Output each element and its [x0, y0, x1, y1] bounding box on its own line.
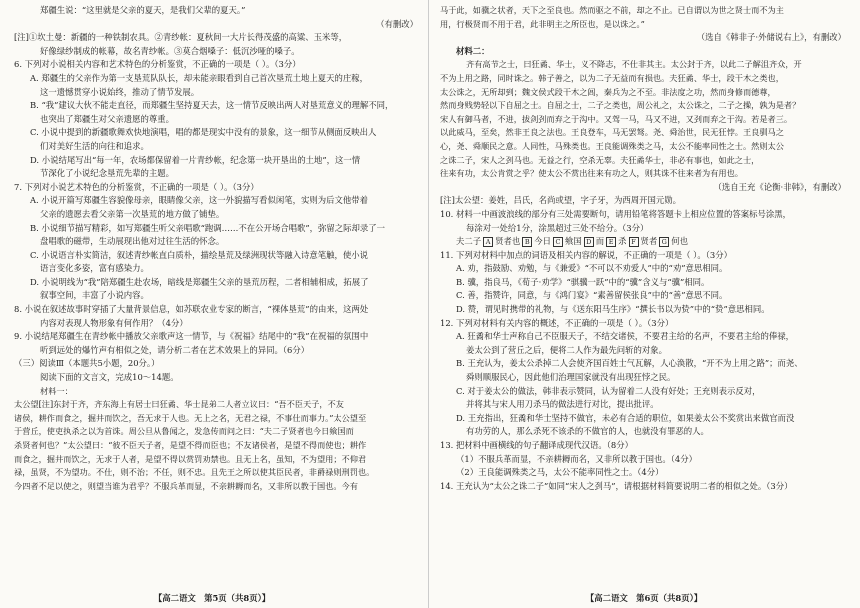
right-text-line: D. 赞，谓见时携带的礼物，与《送东阳马生序》“撰长书以为贽”中的“贽”意思相同。: [456, 304, 770, 315]
left-text-line: 内容对表现人物形象有何作用？（4分）: [40, 317, 188, 328]
right-text-column: [440, 4, 846, 493]
right-text-line: A. 劝，指鼓励、劝勉，与《兼爱》“不可以不劝爱人”中的“劝”意思相同。: [456, 263, 728, 274]
right-text-line: 用，行极贤而不用于君，此非明主之所臣也，是以诛之。”: [440, 18, 645, 29]
right-text-line: 往来有功，太公肯赏之乎？使太公不赏出往来有功之人，则其诛不往来者为有用也。: [440, 168, 743, 179]
right-text-line: [注]太公望：姜姓，吕氏，名尚或望，字子牙，为西周开国元勋。: [440, 195, 682, 206]
right-text-line: B. 王充认为，姜太公杀掉二人会使齐国百姓士气瓦解，人心涣散，“开不为上用之路”；而尧、: [456, 358, 803, 369]
right-text-line: （选自王充《论衡·非韩》，有删改）: [713, 181, 846, 192]
left-text-line: 材料一：: [40, 385, 73, 396]
right-text-line: 马于此，如骥之状者，天下之至良也。然而驱之不前，却之不止。已自谓以为世之贤士而不为主: [440, 5, 784, 15]
q10-segment: 杀: [618, 236, 627, 247]
right-text-line: 太公诛之，无所却到；魏文侯式段干木之闾，秦兵为之不至。非法度之功，然而身修而德尊，: [440, 86, 776, 97]
left-text-column: [14, 4, 418, 493]
left-text-line: [注]①坎土曼：新疆的一种铁制农具。②青纱帐：夏秋间一大片长得茂盛的高粱、玉米等，: [14, 32, 348, 43]
right-text-line: 舜则顺服民心，因此他们治理国家就没有出现狂悖之民。: [466, 372, 676, 383]
q10-box[interactable]: C: [553, 237, 563, 247]
q10-box[interactable]: F: [629, 237, 639, 247]
right-text-line: 14. 王充认为“太公之诛二子”如同“宋人之刭马”，请根据材料简要说明二者的相似之处。（3分）: [440, 480, 793, 491]
q10-segment: 飨国: [565, 236, 582, 247]
right-text-line: 之诛二子，宋人之刭马也。无益之行，空杀无辜。夫狂矞华士，非必有事也，如此之士，: [440, 154, 760, 165]
left-page-footer: 【高二语文 第5页（共8页）】: [153, 593, 271, 603]
right-page-footer: 【高二语文 第6页（共8页）】: [585, 593, 703, 603]
right-text-line: 每涂对一处给1分，涂黑超过三处不给分。（3分）: [466, 222, 649, 233]
right-text-line: （2）王良能调殊类之马，太公不能率同性之士。（4分）: [456, 467, 664, 478]
right-text-line: D. 王充指出，狂矞和华士坚持不做官，未必有合适的职位，如果姜太公不奖赏出来做官而没: [456, 412, 795, 423]
left-text-line: C. 小说语言朴实简洁，叙述青纱帐直白质朴，描绘垦荒及绿洲现状等融入诗意笔触，使小说: [30, 249, 369, 260]
q10-segment: 贤者也: [495, 236, 521, 247]
left-text-line: 禄，虽贤，不为望功。不仕，则不治；不任，则不忠。且先王之所以使其臣民者，非爵禄则刑罚也。: [14, 467, 375, 478]
left-text-line: 太公望[注]东封于齐，齐东海上有居士曰狂矞、华士昆弟二人者立议曰：“吾不臣天子，不友: [14, 399, 344, 410]
left-text-line: （有删改）: [376, 18, 418, 29]
right-text-line: （1）不服兵革而显，不亲耕耨而名，又非所以教于国也。（4分）: [456, 453, 697, 464]
left-text-line: 盘唱歌的磁带，生动展现出他对过往生活的怀念。: [40, 236, 225, 247]
q10-box[interactable]: A: [483, 237, 493, 247]
q10-box[interactable]: D: [584, 237, 594, 247]
left-text-line: 9. 小说结尾郑疆生在青纱帐中播放父亲歌声这一情节，与《祝福》结尾中的“我”在祝福的氛围中: [14, 331, 369, 342]
right-text-line: 10. 材料一中画波浪线的部分有三处需要断句，请用铅笔将答题卡上相应位置的答案标号涂黑，: [440, 208, 791, 219]
right-page: [432, 0, 856, 608]
right-text-line: 然而身贱势轻以下自屈之士。自屈之士，二子之类也，周公礼之，太公诛之，二子之操，孰为是者？: [440, 100, 801, 111]
left-text-line: 于营丘，使吏执杀之以为首诛。周公旦从鲁闻之，发急传而问之曰：“夫二子贤者也今日飨国而: [14, 426, 354, 437]
left-text-line: 今四者不足以使之，则望当谁为君乎？不服兵革而显，不亲耕耨而名，又非所以教于国也。今有: [14, 480, 358, 491]
left-text-line: 听到远处的爆竹声有相似之处，请分析二者在艺术效果上的异同。（6分）: [40, 344, 310, 355]
left-text-line: 郑疆生说：“这里就是父亲的夏天，是我们父辈的夏天。”: [40, 5, 246, 15]
q10-segment: 而: [595, 236, 605, 247]
left-text-line: 7. 下列对小说艺术特色的分析鉴赏，不正确的一项是（ ）。（3分）: [14, 181, 259, 192]
left-text-line: B. “我”建议大伙不能走直径，而郑疆生坚持夏天去，这一情节反映出两人对垦荒意义的理解不同，: [30, 100, 394, 111]
left-text-line: 语言变化多姿，富有感染力。: [40, 263, 149, 274]
right-text-line: 11. 下列对材料中加点的词语及相关内容的解说，不正确的一项是（ ）。（3分）: [440, 249, 732, 260]
left-text-line: 8. 小说在叙述故事时穿插了大量背景信息，如苏联农业专家的断言，“裸体垦荒”的由来，这两处: [14, 304, 369, 315]
right-text-line: 12. 下列对材料有关内容的概述，不正确的一项是（ ）。（3分）: [440, 317, 674, 328]
q10-segment: 何也: [671, 236, 688, 247]
q10-segment: 贤者: [640, 236, 658, 247]
right-text-line: 材料二：: [456, 45, 490, 56]
q10-box[interactable]: B: [522, 237, 532, 247]
right-text-line: （选自《韩非子·外储说右上》，有删改）: [696, 32, 846, 43]
left-text-line: 们对美好生活的向往和追求。: [40, 140, 149, 151]
left-page: [0, 0, 424, 608]
q10-box[interactable]: G: [659, 237, 669, 247]
right-text-line: 不为上用之路，同时诛之。韩子善之，以为二子无益而有损也。夫狂矞、华士，段干木之类也，: [440, 72, 784, 83]
right-text-line: 并将其与宋人用刀杀马的做法进行对比，提出批评。: [466, 399, 659, 410]
left-text-line: 诸侯，耕作而食之，掘井而饮之，吾无求于人也。无上之名，无君之禄，不事仕而事力。”太公望至: [14, 412, 367, 423]
left-text-line: 也突出了郑疆生对父亲遗愿的尊重。: [40, 113, 174, 124]
right-text-line: C. 善，指赞许，同意，与《鸿门宴》“素善留侯张良”中的“善”意思不同。: [456, 290, 728, 301]
left-text-line: B. 小说细节描写精彩，如写郑疆生听父亲唱歌“跑调……不在公开场合唱歌”，弥留之际却录了一: [30, 222, 386, 233]
right-text-line: 有功劳的人，那么杀死不该杀的不做官的人，也就没有罪恶的人。: [466, 426, 709, 437]
left-text-line: 节深化了小说纪念垦荒先辈的主题。: [40, 168, 174, 179]
right-text-line: 宋人有御马者，不进，拔剑刭而弃之于沟中。又驾一马，马又不进，又刭而弃之于沟。若是者三。: [440, 113, 793, 124]
left-text-line: 好像绿纱制成的帐幕，故名青纱帐。③莫合烟嗓子：低沉沙哑的嗓子。: [40, 45, 300, 56]
left-text-line: C. 小说中提到的新疆歌舞欢快地演唱，唱的都是现实中没有的景象，这一细节从侧面反映出人: [30, 127, 377, 138]
right-text-line: 以此威马，至矣，然非王良之法也。王良登车，马无罢驽。尧、舜治世，民无狂悖。王良驯马之: [440, 127, 784, 138]
right-text-line: C. 对于姜太公的做法，韩非表示赞同，认为留着二人没有好处；王充则表示反对，: [456, 385, 761, 396]
left-text-line: （三）阅读Ⅲ（本题共5小题，20分。）: [14, 358, 160, 369]
left-text-line: A. 郑疆生的父亲作为第一支垦荒队队长，却未能亲眼看到自己首次垦荒土地上夏天的庄稼，: [30, 72, 368, 83]
right-text-line: 姜太公到了营丘之后，便将二人作为最先问斩的对象。: [466, 344, 667, 355]
page-divider: [428, 0, 429, 608]
right-text-line: A. 狂矞和华士声称自己不臣服天子，不结交诸侯，不要君主给的名声，不要君主给的俸禄，: [456, 331, 794, 342]
right-text-line: 心，尧、舜顺民之意。人同性，马殊类也。王良能调殊类之马，太公不能率同性之士。然则太公: [440, 140, 784, 151]
left-text-line: 父亲的遗愿去看父亲第一次垦荒的地方做了铺垫。: [40, 208, 225, 219]
q10-answer-boxes: [440, 235, 846, 249]
left-text-line: 阅读下面的文言文，完成10～14题。: [40, 372, 179, 383]
right-text-line: 齐有高节之士，曰狂矞、华士，义不降志，不仕非其主。太公封于齐，以此二子解沮齐众，开: [466, 59, 802, 70]
right-text-line: 13. 把材料中画横线的句子翻译成现代汉语。（8分）: [440, 440, 633, 450]
left-text-line: 而食之，掘井而饮之，无求于人者，是望不得以赏罚劝禁也。且无上名，虽知，不为望用；不仰君: [14, 453, 367, 464]
left-text-line: A. 小说开篇写郑疆生容貌像母亲，眼睛像父亲，这一外貌描写看似闲笔，实则为后文他带着: [30, 195, 368, 206]
left-text-line: 杀贤者何也？”太公望曰：“彼不臣天子者，是望不得而臣也；不友诸侯者，是望不得而使也；耕作: [14, 440, 367, 450]
left-text-line: 叙事空间，丰富了小说内容。: [40, 290, 149, 301]
q10-segment: 今日: [534, 236, 551, 247]
left-text-line: D. 小说结尾写出“每一年，农场都保留着一片青纱帐，纪念第一块开垦出的土地”，这一情: [30, 154, 361, 165]
q10-box[interactable]: E: [606, 237, 616, 247]
right-text-line: B. 骥，指良马，《荀子·劝学》“骐骥一跃”中的“骥”含义与“骥”相同。: [456, 276, 710, 287]
q10-prefix: 夫二子: [456, 236, 482, 247]
left-text-line: D. 小说明线为“我”陪郑疆生赴农场，暗线是郑疆生父亲的垦荒历程，二者相辅相成，拓展了: [30, 276, 369, 287]
left-text-line: 6. 下列对小说相关内容和艺术特色的分析鉴赏，不正确的一项是（ ）。（3分）: [14, 59, 301, 70]
left-text-line: 这一遗憾贯穿小说始终，推动了情节发展。: [40, 86, 200, 97]
